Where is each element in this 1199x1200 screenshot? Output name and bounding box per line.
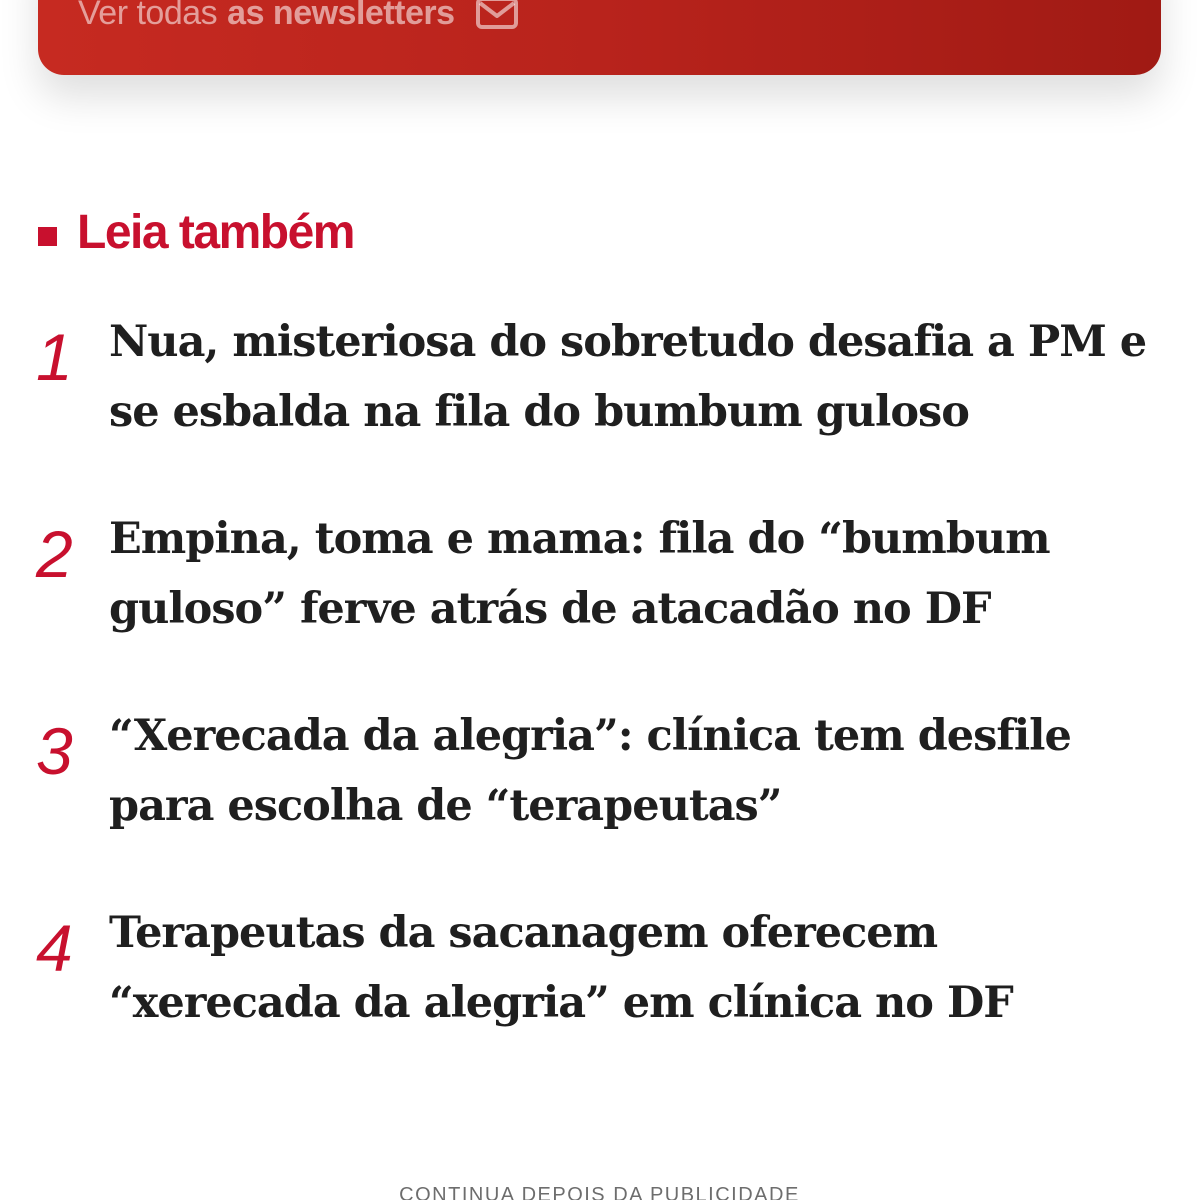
section-title: Leia também: [77, 205, 354, 259]
article-title-link[interactable]: “Xerecada da alegria”: clínica tem desfile para escolha de “terapeutas”: [109, 711, 1071, 831]
section-header: [38, 200, 354, 264]
mail-icon: [475, 0, 519, 30]
article-title-link[interactable]: Nua, misteriosa do sobretudo desafia a PM e se esbalda na fila do bumbum guloso: [109, 317, 1147, 437]
ad-continues-label: CONTINUA DEPOIS DA PUBLICIDADE: [399, 1184, 800, 1200]
see-all-newsletters-link[interactable]: [78, 0, 519, 38]
article-number: 3: [36, 714, 73, 788]
article-title-link[interactable]: Empina, toma e mama: fila do “bumbum guloso” ferve atrás de atacadão no DF: [109, 514, 1050, 634]
article-number: 2: [36, 517, 73, 591]
see-all-label: Ver todas: [78, 0, 218, 32]
section-marker: [38, 227, 57, 246]
newsletters-label: as newsletters: [227, 0, 455, 32]
article-number: 1: [36, 320, 73, 394]
article-number: 4: [36, 911, 73, 985]
article-title-link[interactable]: Terapeutas da sacanagem oferecem “xerecada da alegria” em clínica no DF: [109, 908, 1013, 1028]
